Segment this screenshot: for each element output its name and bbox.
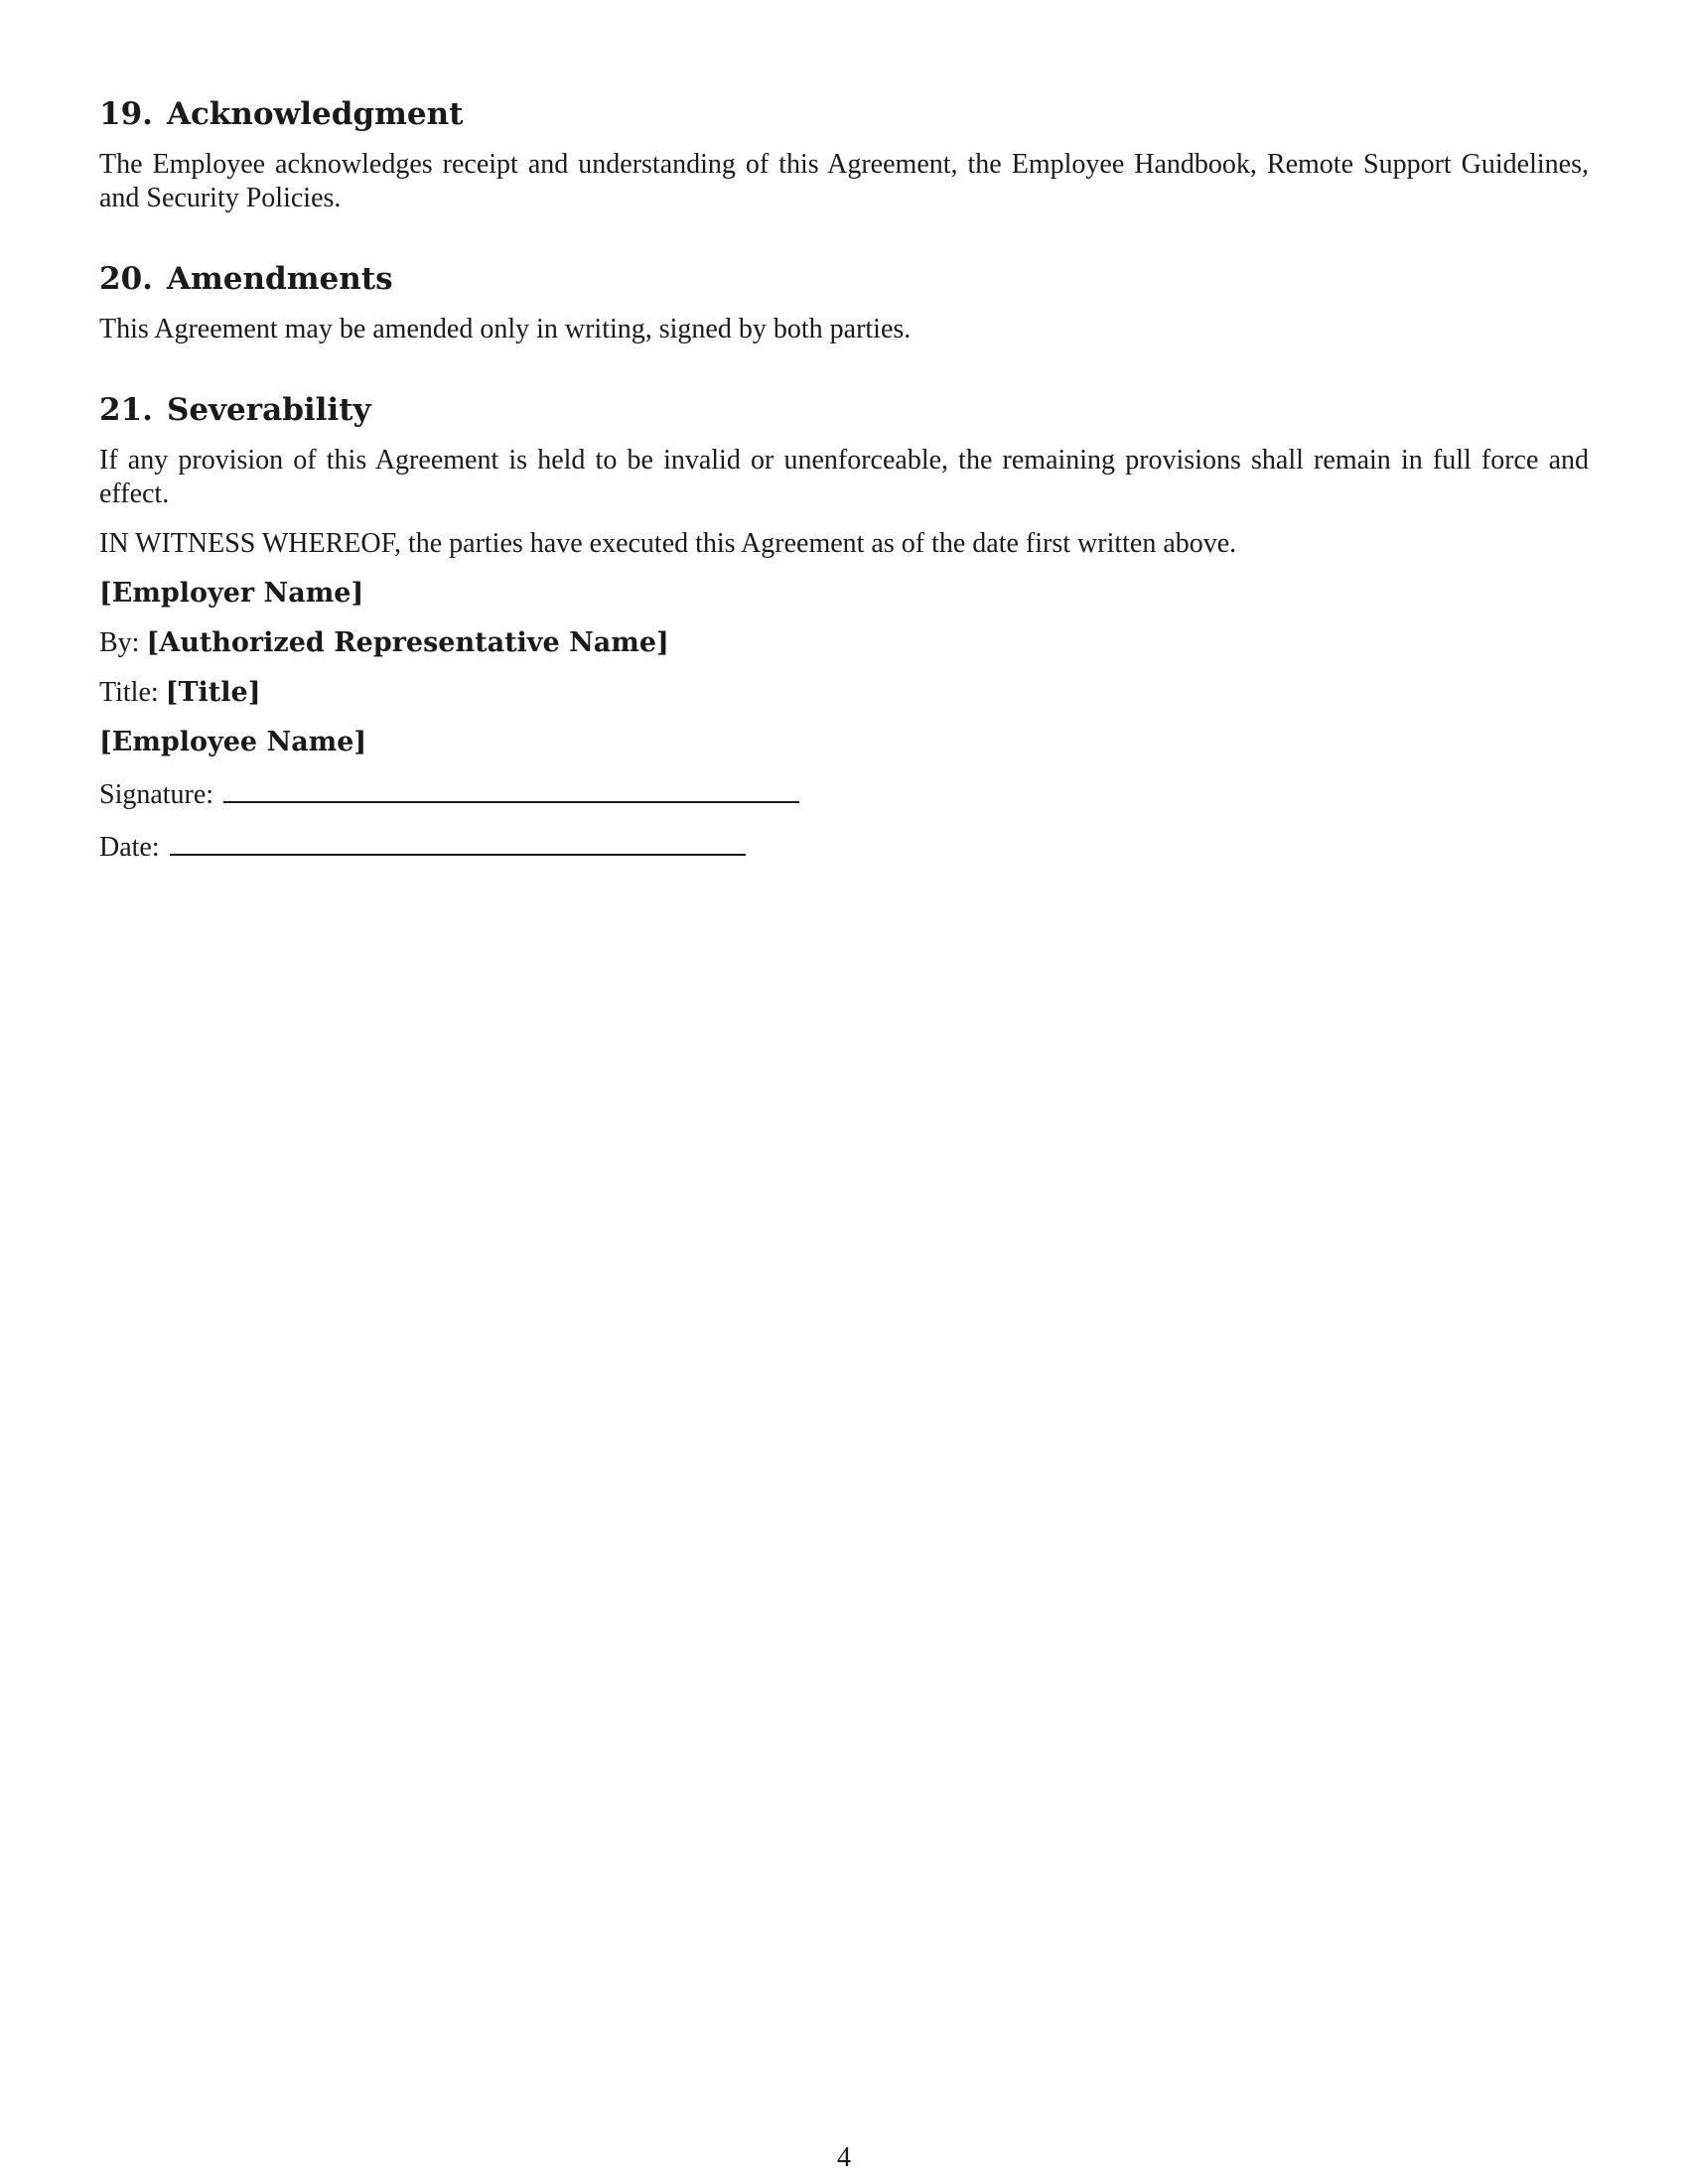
- representative-line: [99, 626, 1589, 660]
- witness-clause: IN WITNESS WHEREOF, the parties have executed this Agreement as of the date first written above.: [99, 528, 1237, 559]
- signature-line: [99, 775, 1589, 812]
- title-value: [Title]: [165, 677, 261, 708]
- document-page: [99, 94, 1589, 865]
- section-number: 19.: [99, 96, 153, 132]
- section-body-severability: If any provision of this Agreement is held to be invalid or unenforceable, the remaining provisions shall remain in full force and effect.: [99, 445, 1589, 509]
- date-blank[interactable]: [170, 828, 746, 856]
- signature-blank[interactable]: [223, 775, 799, 803]
- title-label: Title:: [99, 677, 159, 708]
- employer-name-line: [99, 577, 1589, 611]
- section-title: Amendments: [166, 261, 393, 297]
- section-heading-acknowledgment: [99, 94, 1589, 134]
- section-body-acknowledgment: The Employee acknowledges receipt and understanding of this Agreement, the Employee Handbook, Remote Support Guidelines, and Security Policies.: [99, 149, 1589, 213]
- title-line: [99, 676, 1589, 710]
- by-label: By:: [99, 627, 140, 658]
- section-title: Acknowledgment: [166, 96, 464, 132]
- section-number: 21.: [99, 392, 153, 428]
- section-heading-severability: [99, 390, 1589, 430]
- employer-name: [Employer Name]: [99, 578, 364, 609]
- date-label: Date:: [99, 832, 160, 863]
- section-heading-amendments: [99, 259, 1589, 299]
- signature-label: Signature:: [99, 779, 214, 810]
- employee-name-line: [99, 726, 1589, 759]
- section-title: Severability: [166, 392, 371, 428]
- section-body-amendments: This Agreement may be amended only in writing, signed by both parties.: [99, 314, 912, 344]
- page-number: 4: [837, 2142, 851, 2173]
- representative-name: [Authorized Representative Name]: [146, 627, 669, 658]
- date-line: [99, 828, 1589, 865]
- section-number: 20.: [99, 261, 153, 297]
- employee-name: [Employee Name]: [99, 727, 367, 757]
